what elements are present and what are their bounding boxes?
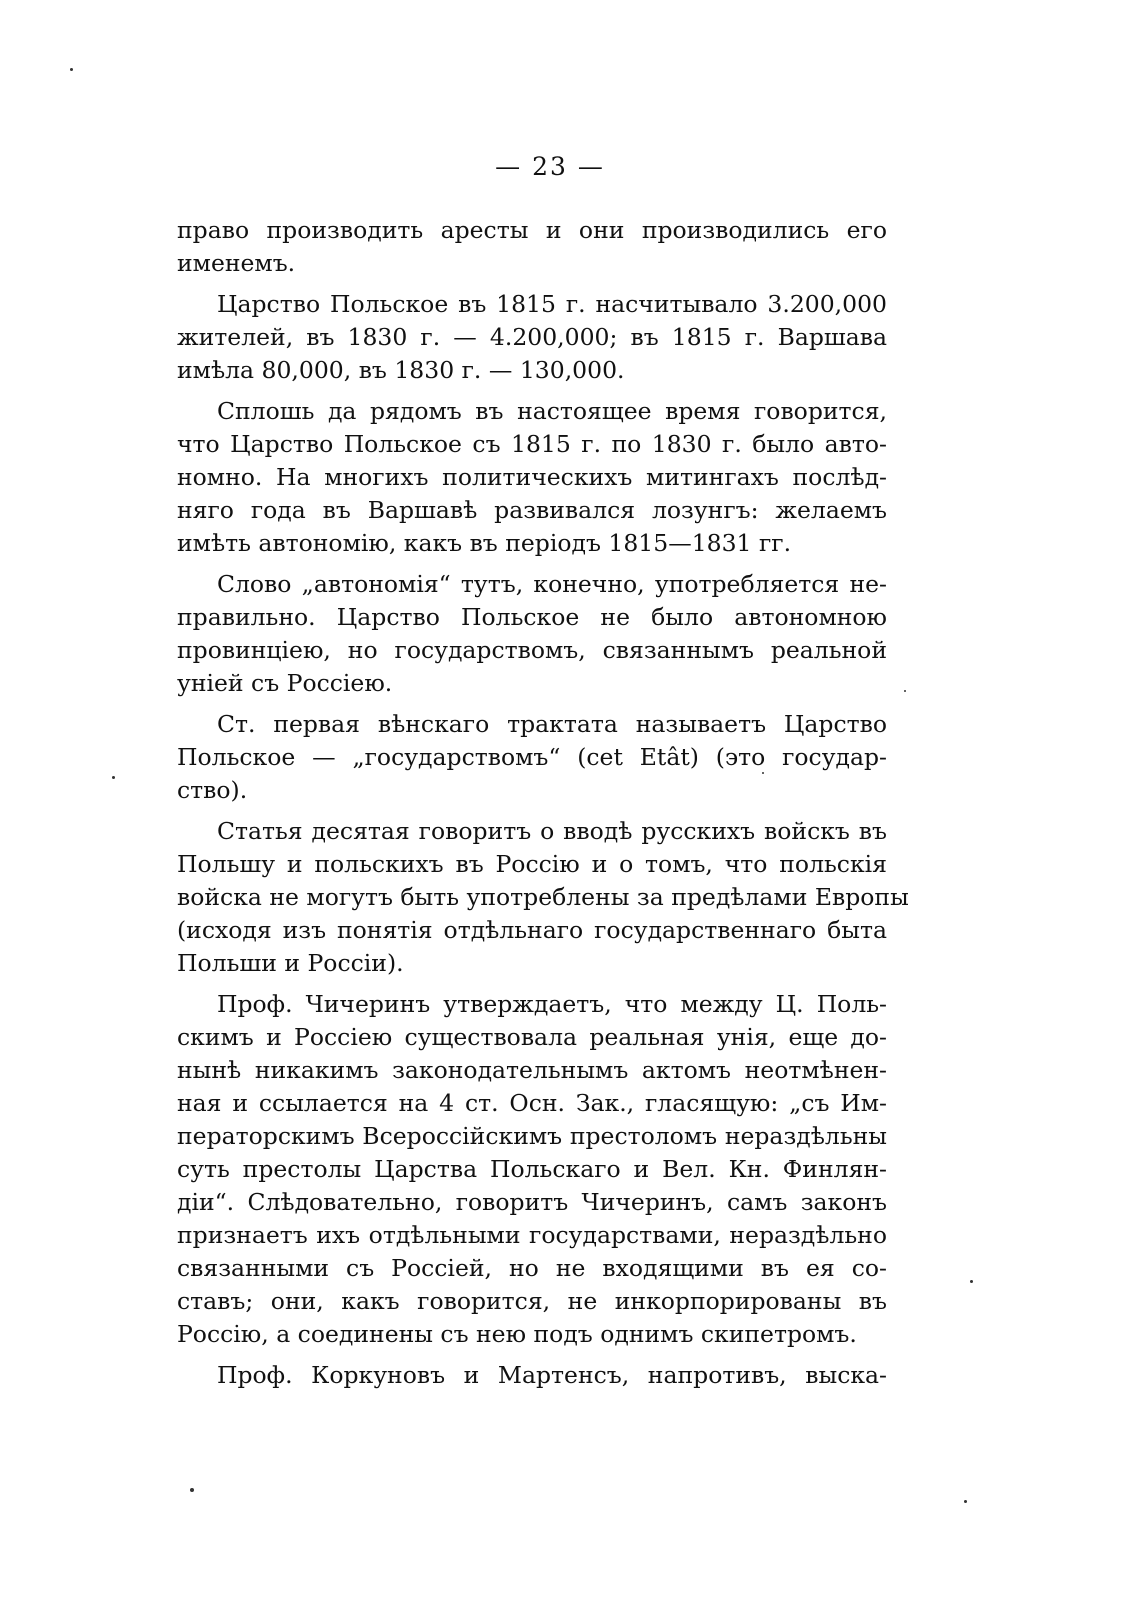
text-line: право производить аресты и они производились его bbox=[177, 216, 887, 244]
text-line: ная и ссылается на 4 ст. Осн. Зак., гласящую: „съ Им- bbox=[177, 1089, 887, 1117]
text-line: скимъ и Россіею существовала реальная унія, еще до- bbox=[177, 1023, 887, 1051]
text-line: діи“. Слѣдовательно, говоритъ Чичеринъ, самъ законъ bbox=[177, 1188, 887, 1216]
text-line: войска не могутъ быть употреблены за предѣлами Европы bbox=[177, 883, 909, 911]
text-line: имѣть автономію, какъ въ періодъ 1815—1831 гг. bbox=[177, 529, 792, 557]
paragraph bbox=[177, 815, 909, 980]
scan-speck bbox=[964, 1500, 967, 1503]
scan-speck bbox=[70, 68, 73, 71]
paragraph bbox=[177, 1359, 887, 1392]
text-line: что Царство Польское съ 1815 г. по 1830 г. было авто- bbox=[177, 430, 887, 458]
text-line: провинціею, но государствомъ, связаннымъ реальной bbox=[177, 636, 887, 664]
scan-speck bbox=[190, 1488, 194, 1492]
paragraph bbox=[177, 708, 887, 807]
text-line: именемъ. bbox=[177, 249, 296, 277]
scan-speck bbox=[762, 772, 764, 774]
text-line: Польши и Россіи). bbox=[177, 949, 404, 977]
text-line: (исходя изъ понятія отдѣльнаго государственнаго быта bbox=[177, 916, 887, 944]
text-line: Россію, а соединены съ нею подъ однимъ скипетромъ. bbox=[177, 1320, 857, 1348]
text-line: уніей съ Россіею. bbox=[177, 669, 393, 697]
text-line: няго года въ Варшавѣ развивался лозунгъ: желаемъ bbox=[177, 496, 887, 524]
text-body bbox=[177, 214, 909, 1400]
page-number: — 23 — bbox=[495, 152, 605, 181]
text-line: жителей, въ 1830 г. — 4.200,000; въ 1815 г. Варшава bbox=[177, 323, 887, 351]
text-line: Польское — „государствомъ“ (cet Etât) (это государ- bbox=[177, 743, 887, 771]
text-line: имѣла 80,000, въ 1830 г. — 130,000. bbox=[177, 356, 625, 384]
text-line: Статья десятая говоритъ о вводѣ русскихъ войскъ въ bbox=[217, 817, 887, 845]
scan-speck bbox=[112, 776, 115, 779]
text-line: правильно. Царство Польское не было автономною bbox=[177, 603, 887, 631]
scan-speck bbox=[970, 1280, 973, 1283]
text-line: нынѣ никакимъ законодательнымъ актомъ неотмѣнен- bbox=[177, 1056, 887, 1084]
text-line: Ст. первая вѣнскаго трактата называетъ Царство bbox=[217, 710, 887, 738]
scan-speck bbox=[904, 690, 906, 692]
text-line: суть престолы Царства Польскаго и Вел. Кн. Финлян- bbox=[177, 1155, 887, 1183]
paragraph bbox=[177, 214, 887, 280]
text-line: признаетъ ихъ отдѣльными государствами, нераздѣльно bbox=[177, 1221, 887, 1249]
paragraph bbox=[177, 988, 887, 1351]
text-line: номно. На многихъ политическихъ митингахъ послѣд- bbox=[177, 463, 887, 491]
text-line: ставъ; они, какъ говорится, не инкорпорированы въ bbox=[177, 1287, 887, 1315]
paragraph bbox=[177, 288, 887, 387]
text-line: Сплошь да рядомъ въ настоящее время говорится, bbox=[217, 397, 887, 425]
text-line: ство). bbox=[177, 776, 248, 804]
text-line: Проф. Чичеринъ утверждаетъ, что между Ц. Поль- bbox=[217, 990, 887, 1018]
text-line: Слово „автономія“ тутъ, конечно, употребляется не- bbox=[217, 570, 887, 598]
paragraph bbox=[177, 568, 887, 700]
text-line: Польшу и польскихъ въ Россію и о томъ, что польскія bbox=[177, 850, 887, 878]
text-line: связанными съ Россіей, но не входящими въ ея со- bbox=[177, 1254, 887, 1282]
text-line: ператорскимъ Всероссійскимъ престоломъ нераздѣльны bbox=[177, 1122, 887, 1150]
text-line: Царство Польское въ 1815 г. насчитывало 3.200,000 bbox=[217, 290, 887, 318]
text-line: Проф. Коркуновъ и Мартенсъ, напротивъ, выска- bbox=[217, 1361, 887, 1389]
paragraph bbox=[177, 395, 887, 560]
